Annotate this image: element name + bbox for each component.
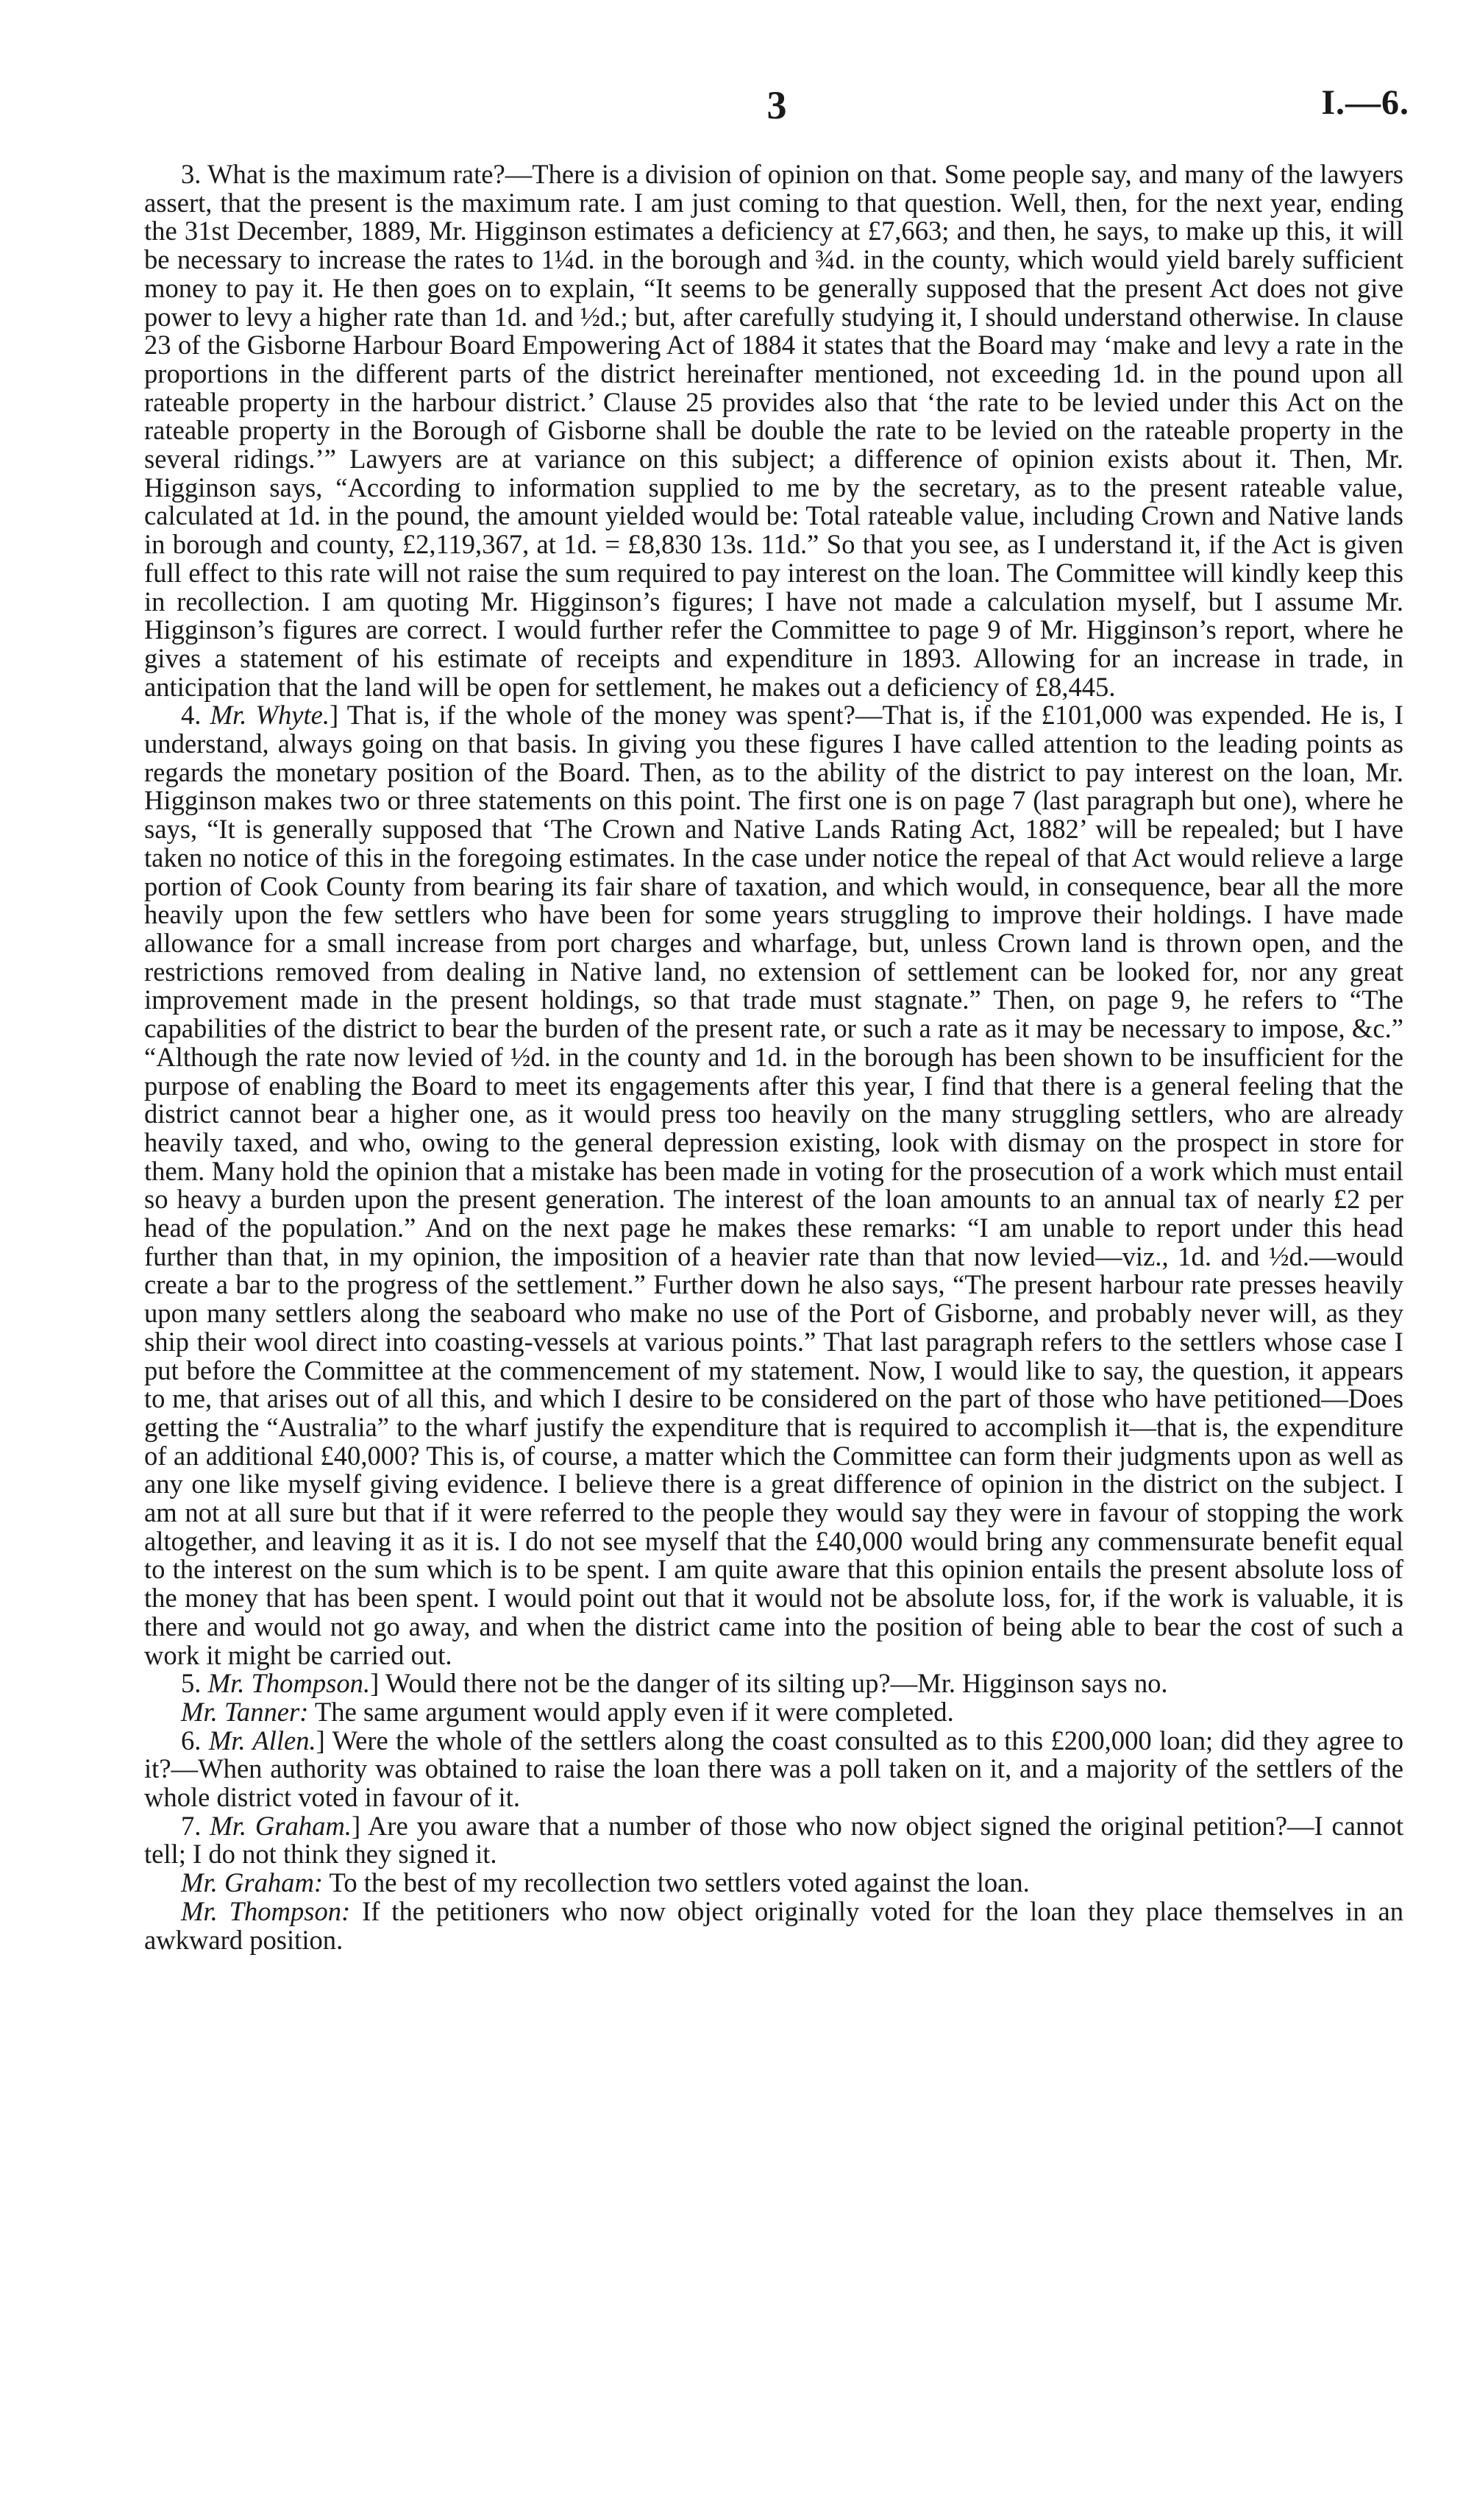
paragraph-text: 3. What is the maximum rate?—There is a division of opinion on that. Some people say, and many of the lawyers assert, that the present is the maximum rate. I am just coming to that question. Well, then, for the next year, ending the 31st December, 1889, Mr. Higginson estimates a deficiency at £7,663; and then, he says, to make up this, it will be necessary to increase the rates to 1¼d. in the borough and ¾d. in the county, which would yield barely sufficient money to pay it. He then goes on to explain, “It seems to be generally supposed that the present Act does not give power to levy a higher rate than 1d. and ½d.; but, after carefully studying it, I should understand otherwise. In clause 23 of the Gisborne Harbour Board Empowering Act of 1884 it states that the Board may ‘make and levy a rate in the proportions in the different parts of the district hereinafter mentioned, not exceeding 1d. in the pound upon all rateable property in the harbour district.’ Clause 25 provides also that ‘the rate to be levied under this Act on the rateable property in the Borough of Gisborne shall be double the rate to be levied on the rateable property in the several ridings.’” Lawyers are at variance on this subject; a difference of opinion exists about it. Then, Mr. Higginson says, “According to information supplied to me by the secretary, as to the present rateable value, calculated at 1d. in the pound, the amount yielded would be: Total rateable value, including Crown and Native lands in borough and county, £2,119,367, at 1d. = £8,830 13s. 11d.” So that you see, as I understand it, if the Act is given full effect to this rate will not raise the sum required to pay interest on the loan. The Committee will kindly keep this in recollection. I am quoting Mr. Higginson’s figures; I have not made a calculation myself, but I assume Mr. Higginson’s figures are correct. I would further refer the Committee to page 9 of Mr. Higginson’s report, where he gives a statement of his estimate of receipts and expenditure in 1893. Allowing for an increase in trade, in anticipation that the land will be open for settlement, he makes out a deficiency of £8,445. xyxy=(144,159,1403,702)
speaker-name: Mr. Thompson. xyxy=(207,1668,371,1699)
paragraph-3 xyxy=(144,160,1403,701)
paragraph-text: ] That is, if the whole of the money was spent?—That is, if the £101,000 was expended. He is, I understand, always going on that basis. In giving you these figures I have called attention to the leading points as regards the monetary position of the Board. Then, as to the ability of the district to pay interest on the loan, Mr. Higginson makes two or three statements on this point. The first one is on page 7 (last paragraph but one), where he says, “It is generally supposed that ‘The Crown and Native Lands Rating Act, 1882’ will be repealed; but I have taken no notice of this in the foregoing estimates. In the case under notice the repeal of that Act would relieve a large portion of Cook County from bearing its fair share of taxation, and which would, in consequence, bear all the more heavily upon the few settlers who have been for some years struggling to improve their holdings. I have made allowance for a small increase from port charges and wharfage, but, unless Crown land is thrown open, and the restrictions removed from dealing in Native land, no extension of settlement can be looked for, nor any great improvement made in the present holdings, so that trade must stagnate.” Then, on page 9, he refers to “The capabilities of the district to bear the burden of the present rate, or such a rate as it may be necessary to impose, &c.” “Although the rate now levied of ½d. in the county and 1d. in the borough has been shown to be insufficient for the purpose of enabling the Board to meet its engagements after this year, I find that there is a general feeling that the district cannot bear a higher one, as it would press too heavily on the many struggling settlers, who are already heavily taxed, and who, owing to the general depression existing, look with dismay on the prospect in store for them. Many hold the opinion that a mistake has been made in voting for the prosecution of a work which must entail so heavy a burden upon the present generation. The interest of the loan amounts to an annual tax of nearly £2 per head of the population.” And on the next page he makes these remarks: “I am unable to report under this head further than that, in my opinion, the imposition of a heavier rate than that now levied—viz., 1d. and ½d.—would create a bar to the progress of the settlement.” Further down he also says, “The present harbour rate presses heavily upon many settlers along the seaboard who make no use of the Port of Gisborne, and probably never will, as they ship their wool direct into coasting-vessels at various points.” That last paragraph refers to the settlers whose case I put before the Committee at the commencement of my statement. Now, I would like to say, the question, it appears to me, that arises out of all this, and which I desire to be considered on the part of those who have petitioned—Does getting the “Australia” to the wharf justify the expenditure that is required to accomplish it—that is, the expenditure of an additional £40,000? This is, of course, a matter which the Committee can form their judgments upon as well as any one like myself giving evidence. I believe there is a great difference of opinion in the district on the subject. I am not at all sure but that if it were referred to the people they would say they were in favour of stopping the work altogether, and leaving it as it is. I do not see myself that the £40,000 would bring any commensurate benefit equal to the interest on the sum which is to be spent. I am quite aware that this opinion entails the present absolute loss of the money that has been spent. I would point out that it would not be absolute loss, for, if the work is valuable, it is there and would not go away, and when the district came into the position of being able to bear the cost of such a work it might be carried out. xyxy=(144,700,1403,1670)
speaker-name: Mr. Graham: xyxy=(181,1867,324,1898)
question-number: 4. xyxy=(181,700,202,731)
speaker-name: Mr. Tanner: xyxy=(181,1696,309,1727)
remark-thompson xyxy=(144,1895,1403,1955)
paragraph-text: The same argument would apply even if it were completed. xyxy=(308,1696,954,1727)
paragraph-6 xyxy=(144,1727,1403,1812)
paragraph-text: ] Were the whole of the settlers along the coast consulted as to this £200,000 loan; did they agree to it?—When authority was obtained to raise the loan there was a poll taken on it, and a majority of the settlers of the whole district voted in favour of it. xyxy=(144,1725,1403,1813)
speaker-name: Mr. Graham. xyxy=(210,1810,352,1841)
paragraph-text: To the best of my recollection two settlers voted against the loan. xyxy=(323,1867,1030,1898)
paragraph-text: If the petitioners who now object originally voted for the loan they place themselves in an awkward position. xyxy=(144,1895,1403,1955)
paragraph-5 xyxy=(144,1669,1403,1698)
remark-graham xyxy=(144,1869,1403,1898)
question-number: 7. xyxy=(181,1810,202,1841)
question-number: 5. xyxy=(181,1668,202,1699)
speaker-name: Mr. Whyte. xyxy=(210,700,330,731)
paragraph-7 xyxy=(144,1812,1403,1869)
body-text xyxy=(144,160,1403,1954)
page-header xyxy=(144,82,1409,127)
speaker-name: Mr. Thompson: xyxy=(181,1895,351,1926)
paragraph-4 xyxy=(144,701,1403,1669)
question-number: 6. xyxy=(181,1725,202,1756)
page-number: 3 xyxy=(766,83,787,127)
speaker-name: Mr. Allen. xyxy=(208,1725,316,1756)
paragraph-text: ] Are you aware that a number of those who now object signed the original petition?—I cannot tell; I do not think they signed it. xyxy=(144,1810,1403,1870)
remark-tanner xyxy=(144,1698,1403,1727)
document-reference: I.—6. xyxy=(1321,83,1409,122)
paragraph-text: ] Would there not be the danger of its silting up?—Mr. Higginson says no. xyxy=(370,1668,1168,1699)
